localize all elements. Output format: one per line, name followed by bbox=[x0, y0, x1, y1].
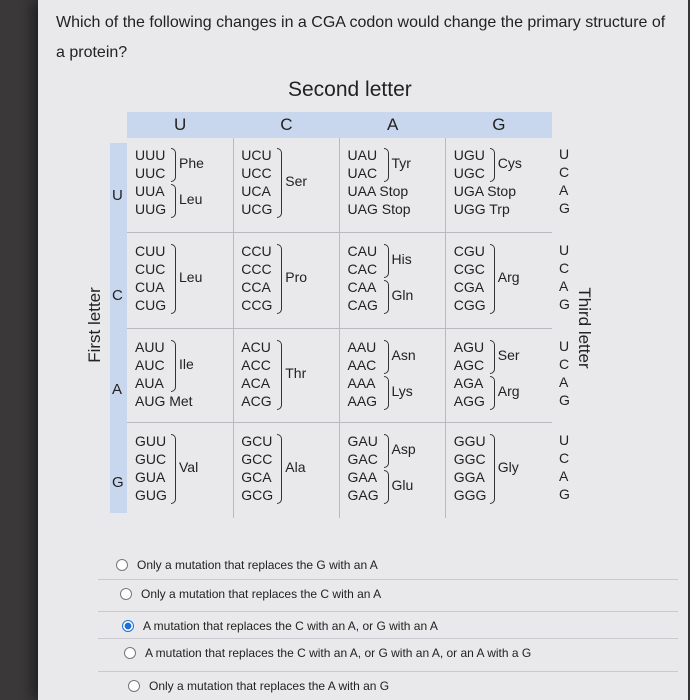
codon: UCA bbox=[241, 183, 271, 199]
amino-acid-label: Leu bbox=[179, 191, 203, 207]
amino-acid-label: Lys bbox=[391, 383, 413, 399]
codon: GCU bbox=[241, 433, 273, 449]
column-divider bbox=[445, 138, 446, 518]
answer-option-label: Only a mutation that replaces the G with an A bbox=[137, 558, 378, 572]
codon: AUG Met bbox=[135, 393, 193, 409]
codon: CGU bbox=[453, 243, 485, 259]
codon-group-brace bbox=[384, 148, 389, 182]
codon: CAG bbox=[347, 297, 378, 313]
third-letter: G bbox=[559, 392, 570, 408]
amino-acid-label: Glu bbox=[391, 477, 414, 493]
codon-cell bbox=[241, 432, 273, 504]
answer-option-label: A mutation that replaces the C with an A, or G with an A, or an A with a G bbox=[145, 646, 532, 660]
answer-option-label: Only a mutation that replaces the C with an A bbox=[141, 587, 382, 601]
codon: CGG bbox=[453, 297, 486, 313]
codon: ACU bbox=[241, 339, 271, 355]
second-letter-g: G bbox=[492, 115, 506, 134]
codon: UAU bbox=[347, 147, 378, 163]
second-letter-a: A bbox=[386, 115, 399, 134]
third-letter: U bbox=[559, 432, 570, 448]
codon: UUU bbox=[135, 147, 166, 163]
codon: CGA bbox=[453, 279, 485, 295]
third-letter: C bbox=[559, 164, 570, 180]
first-letter-u: U bbox=[112, 187, 123, 204]
codon-group-brace bbox=[277, 434, 282, 504]
codon-cell bbox=[135, 432, 167, 504]
answer-option-2[interactable] bbox=[120, 587, 381, 601]
option-divider bbox=[98, 611, 678, 612]
radio-icon[interactable] bbox=[116, 559, 128, 571]
codon-cell bbox=[454, 338, 485, 410]
amino-acid-label: Leu bbox=[179, 269, 203, 285]
codon: UCU bbox=[241, 147, 272, 163]
codon-cell bbox=[135, 338, 193, 410]
codon-group-brace bbox=[384, 340, 389, 374]
codon: GCC bbox=[241, 451, 273, 467]
radio-icon[interactable] bbox=[128, 680, 140, 692]
codon: UCC bbox=[241, 165, 272, 181]
codon: AUC bbox=[135, 357, 165, 373]
codon: ACA bbox=[241, 375, 271, 391]
second-letter-label: Second letter bbox=[288, 78, 412, 101]
codon: GAU bbox=[347, 433, 378, 449]
amino-acid-label: Cys bbox=[497, 155, 522, 171]
amino-acid-label: Tyr bbox=[391, 155, 411, 171]
answer-option-1[interactable] bbox=[116, 558, 378, 572]
codon: CGC bbox=[453, 261, 485, 277]
codon: ACG bbox=[241, 393, 272, 409]
codon: CCA bbox=[241, 279, 271, 295]
second-letter-c: C bbox=[280, 115, 293, 134]
codon: UUC bbox=[135, 165, 166, 181]
codon-group-brace bbox=[384, 376, 389, 410]
third-letter-label: Third letter bbox=[575, 287, 594, 369]
third-letter: G bbox=[559, 200, 570, 216]
codon-cell bbox=[348, 338, 378, 410]
first-letter-label: First letter bbox=[85, 287, 104, 363]
codon-cell bbox=[348, 432, 379, 504]
codon-group-brace bbox=[490, 244, 495, 314]
codon: GCA bbox=[241, 469, 272, 485]
codon: CUA bbox=[135, 279, 165, 295]
third-letter: U bbox=[559, 242, 570, 258]
amino-acid-label: Arg bbox=[497, 383, 520, 399]
codon: UUG bbox=[135, 201, 167, 217]
amino-acid-label: Ile bbox=[179, 356, 194, 372]
third-letter: G bbox=[559, 486, 570, 502]
codon: UCG bbox=[241, 201, 273, 217]
third-letter: C bbox=[559, 260, 570, 276]
codon: CUU bbox=[135, 243, 166, 259]
option-divider bbox=[98, 671, 678, 672]
answer-option-label: A mutation that replaces the C with an A, or G with an A bbox=[143, 619, 438, 633]
first-letter-c: C bbox=[112, 287, 123, 304]
third-letter: C bbox=[559, 450, 570, 466]
codon-group-brace bbox=[384, 470, 389, 504]
question-sheet bbox=[38, 0, 688, 700]
amino-acid-label: His bbox=[391, 251, 412, 267]
codon: AGA bbox=[453, 375, 484, 391]
codon: GGU bbox=[453, 433, 486, 449]
codon-group-brace bbox=[384, 434, 389, 468]
codon-group-brace bbox=[171, 340, 176, 392]
codon: UAA Stop bbox=[347, 183, 409, 199]
codon: GUG bbox=[135, 487, 167, 503]
codon: AAU bbox=[347, 339, 377, 355]
codon: GAC bbox=[347, 451, 378, 467]
question-text: Which of the following changes in a CGA codon would change the primary structure of a protein? bbox=[56, 14, 666, 61]
codon: GUU bbox=[135, 433, 167, 449]
codon: CCU bbox=[241, 243, 272, 259]
codon: GAA bbox=[347, 469, 378, 485]
codon: AAC bbox=[347, 357, 377, 373]
codon-group-brace bbox=[277, 148, 282, 218]
codon: GGA bbox=[453, 469, 485, 485]
codon-group-brace bbox=[171, 434, 176, 504]
codon: AGU bbox=[453, 339, 485, 355]
codon: CUG bbox=[135, 297, 167, 313]
column-divider bbox=[233, 138, 234, 518]
codon-group-brace bbox=[277, 340, 282, 410]
codon: GAG bbox=[347, 487, 379, 503]
codon: UGU bbox=[453, 147, 485, 163]
codon: GGC bbox=[453, 451, 486, 467]
codon-group-brace bbox=[171, 244, 176, 314]
third-letter: U bbox=[559, 338, 570, 354]
codon: GUC bbox=[135, 451, 167, 467]
codon: AUA bbox=[135, 375, 164, 391]
amino-acid-label: Ala bbox=[285, 459, 306, 475]
third-letter: G bbox=[559, 296, 570, 312]
amino-acid-label: Val bbox=[179, 459, 199, 475]
answer-option-5[interactable] bbox=[128, 679, 389, 693]
codon: CCG bbox=[241, 297, 273, 313]
option-divider bbox=[98, 579, 678, 580]
codon-cell bbox=[241, 338, 271, 410]
answer-option-label: Only a mutation that replaces the A with an G bbox=[149, 679, 390, 693]
codon-group-brace bbox=[171, 184, 176, 218]
codon-cell bbox=[241, 242, 272, 314]
amino-acid-label: Arg bbox=[497, 269, 520, 285]
codon: CAU bbox=[347, 243, 378, 259]
codon: AAG bbox=[347, 393, 378, 409]
option-divider bbox=[98, 638, 678, 639]
amino-acid-label: Phe bbox=[179, 155, 204, 171]
amino-acid-label: Asp bbox=[391, 441, 416, 457]
third-letter: A bbox=[559, 278, 569, 294]
codon-group-brace bbox=[490, 340, 495, 374]
codon: UAG Stop bbox=[347, 201, 411, 217]
codon: CAA bbox=[347, 279, 377, 295]
answer-option-4[interactable] bbox=[124, 646, 531, 660]
codon: GGG bbox=[453, 487, 487, 503]
amino-acid-label: Gly bbox=[497, 459, 519, 475]
codon-cell bbox=[454, 432, 487, 504]
codon-cell bbox=[241, 146, 272, 218]
codon: AUU bbox=[135, 339, 165, 355]
codon: UAC bbox=[347, 165, 378, 181]
first-letter-g: G bbox=[112, 474, 124, 491]
third-letter: C bbox=[559, 356, 570, 372]
third-letter: A bbox=[559, 374, 569, 390]
amino-acid-label: Ser bbox=[285, 173, 308, 189]
amino-acid-label: Pro bbox=[285, 269, 308, 285]
radio-selected-icon[interactable] bbox=[122, 620, 134, 632]
third-letter: A bbox=[559, 468, 569, 484]
codon-group-brace bbox=[384, 244, 389, 278]
codon-cell bbox=[454, 242, 486, 314]
codon-group-brace bbox=[490, 434, 495, 504]
codon: CAC bbox=[347, 261, 378, 277]
amino-acid-label: Gln bbox=[391, 287, 414, 303]
codon-cell bbox=[135, 242, 166, 314]
second-letter-u: U bbox=[173, 115, 187, 134]
codon: AAA bbox=[347, 375, 376, 391]
first-letter-a: A bbox=[112, 381, 123, 398]
third-letter: A bbox=[559, 182, 569, 198]
third-letter: U bbox=[559, 146, 570, 162]
answer-option-3[interactable] bbox=[122, 619, 438, 633]
codon: GCG bbox=[241, 487, 274, 503]
codon: GUA bbox=[135, 469, 166, 485]
second-letter-header-row bbox=[127, 112, 552, 138]
amino-acid-label: Asn bbox=[391, 347, 416, 363]
codon-group-brace bbox=[277, 244, 282, 314]
codon: CUC bbox=[135, 261, 166, 277]
amino-acid-label: Ser bbox=[497, 347, 520, 363]
codon: UGA Stop bbox=[453, 183, 517, 199]
codon: UUA bbox=[135, 183, 165, 199]
codon: AGC bbox=[453, 357, 485, 373]
codon: AGG bbox=[453, 393, 485, 409]
codon: ACC bbox=[241, 357, 271, 373]
amino-acid-label: Thr bbox=[285, 365, 307, 381]
codon: UGG Trp bbox=[453, 201, 510, 217]
codon: UGC bbox=[453, 165, 485, 181]
codon-group-brace bbox=[490, 148, 495, 182]
radio-icon[interactable] bbox=[124, 647, 136, 659]
codon-group-brace bbox=[384, 280, 389, 314]
codon-cell bbox=[348, 242, 378, 314]
column-divider bbox=[339, 138, 340, 518]
codon: CCC bbox=[241, 261, 272, 277]
codon-cell bbox=[135, 146, 166, 218]
codon-table bbox=[127, 138, 552, 518]
codon-group-brace bbox=[171, 148, 176, 182]
radio-icon[interactable] bbox=[120, 588, 132, 600]
codon-group-brace bbox=[490, 376, 495, 410]
